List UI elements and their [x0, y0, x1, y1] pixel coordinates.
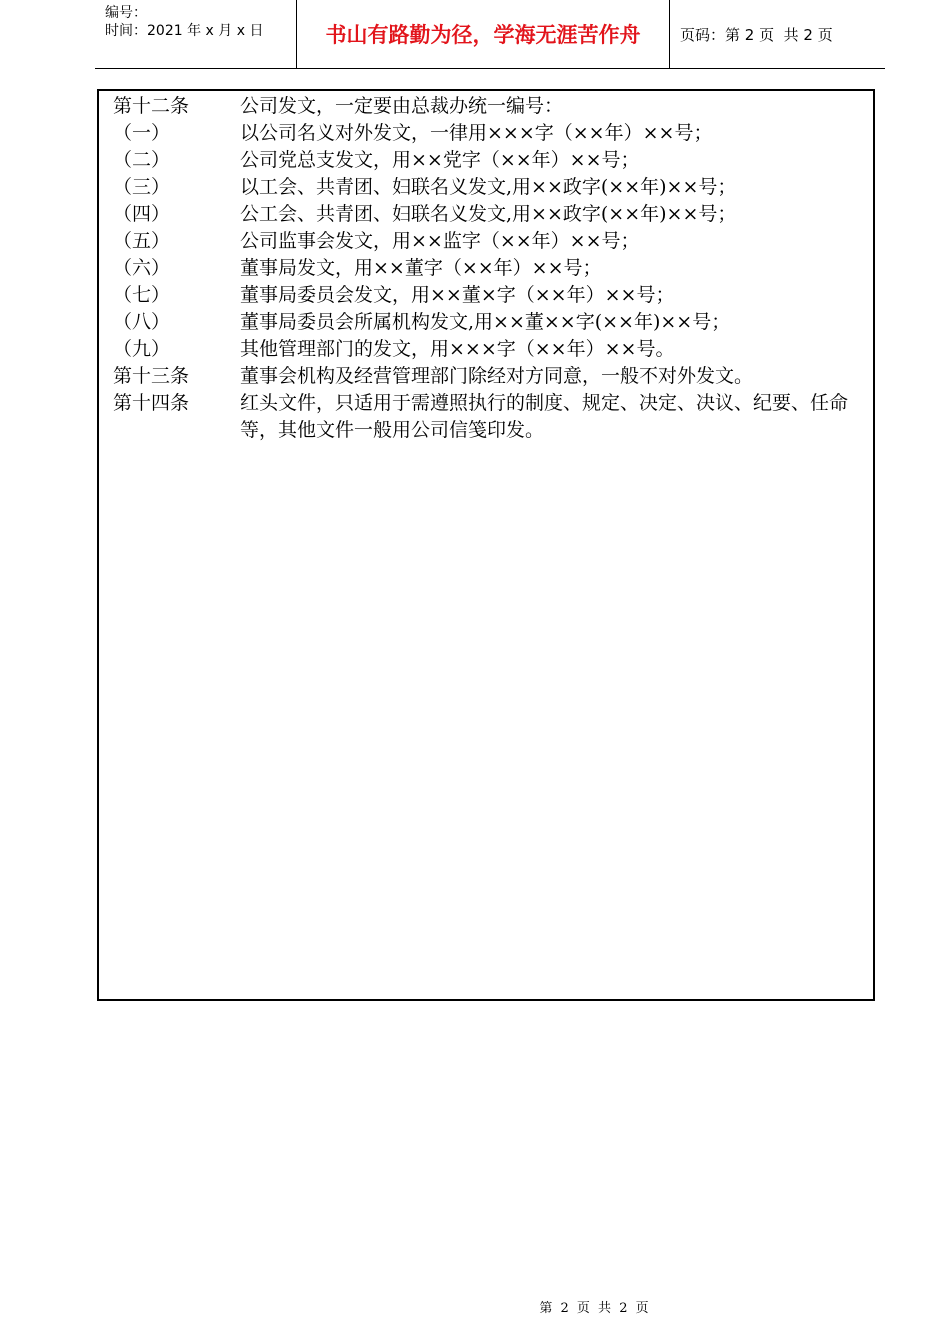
- article-label: （八）: [113, 311, 171, 333]
- article-text: 以公司名义对外发文，一律用×××字（××年）××号；: [240, 122, 713, 144]
- article-row: [113, 93, 858, 120]
- article-text: 以工会、共青团、妇联名义发文,用××政字(××年)××号；: [240, 176, 737, 198]
- article-label: 第十四条: [113, 392, 190, 414]
- article-label: （六）: [113, 257, 171, 279]
- content-frame: [97, 89, 875, 1001]
- article-text: 董事局委员会所属机构发文,用××董××字(××年)××号；: [240, 311, 731, 333]
- article-text: 公司监事会发文，用××监字（××年）××号；: [240, 230, 640, 252]
- header-meta: [95, 0, 295, 68]
- header-motto: 书山有路勤为径，学海无涯苦作舟: [325, 23, 641, 47]
- document-date-label: 时间：2021 年 x 月 x 日: [105, 23, 264, 39]
- article-list: [113, 93, 858, 444]
- article-label: （七）: [113, 284, 171, 306]
- article-row: [113, 147, 858, 174]
- article-label: 第十二条: [113, 95, 190, 117]
- article-row: [113, 228, 858, 255]
- article-row: [113, 336, 858, 363]
- article-row: [113, 309, 858, 336]
- header-page-number: [670, 0, 885, 68]
- document-number-label: 编号：: [105, 5, 147, 21]
- article-label: （二）: [113, 149, 171, 171]
- article-label: （九）: [113, 338, 171, 360]
- article-text: 公司发文，一定要由总裁办统一编号：: [240, 95, 564, 117]
- article-row: [113, 390, 858, 444]
- article-text: 董事局发文，用××董字（××年）××号；: [240, 257, 602, 279]
- article-label: （一）: [113, 122, 171, 144]
- article-label: （四）: [113, 203, 171, 225]
- article-text: 公工会、共青团、妇联名义发文,用××政字(××年)××号；: [240, 203, 737, 225]
- header-page-label: 页码：第 2 页 共 2 页: [680, 25, 833, 44]
- article-text: 董事会机构及经营管理部门除经对方同意，一般不对外发文。: [240, 365, 754, 387]
- page-header: [95, 0, 885, 69]
- article-label: （五）: [113, 230, 171, 252]
- article-text: 公司党总支发文，用××党字（××年）××号；: [240, 149, 640, 171]
- article-row: [113, 201, 858, 228]
- article-row: [113, 174, 858, 201]
- article-text: 董事局委员会发文，用××董×字（××年）××号；: [240, 284, 675, 306]
- article-row: [113, 363, 858, 390]
- article-row: [113, 282, 858, 309]
- article-label: （三）: [113, 176, 171, 198]
- article-text: 红头文件，只适用于需遵照执行的制度、规定、决定、决议、纪要、任命等，其他文件一般用公司信笺印发。: [240, 392, 849, 441]
- article-row: [113, 255, 858, 282]
- article-text: 其他管理部门的发文，用×××字（××年）××号。: [240, 338, 675, 360]
- page-footer: 第 2 页 共 2 页: [539, 1301, 651, 1316]
- article-label: 第十三条: [113, 365, 190, 387]
- article-row: [113, 120, 858, 147]
